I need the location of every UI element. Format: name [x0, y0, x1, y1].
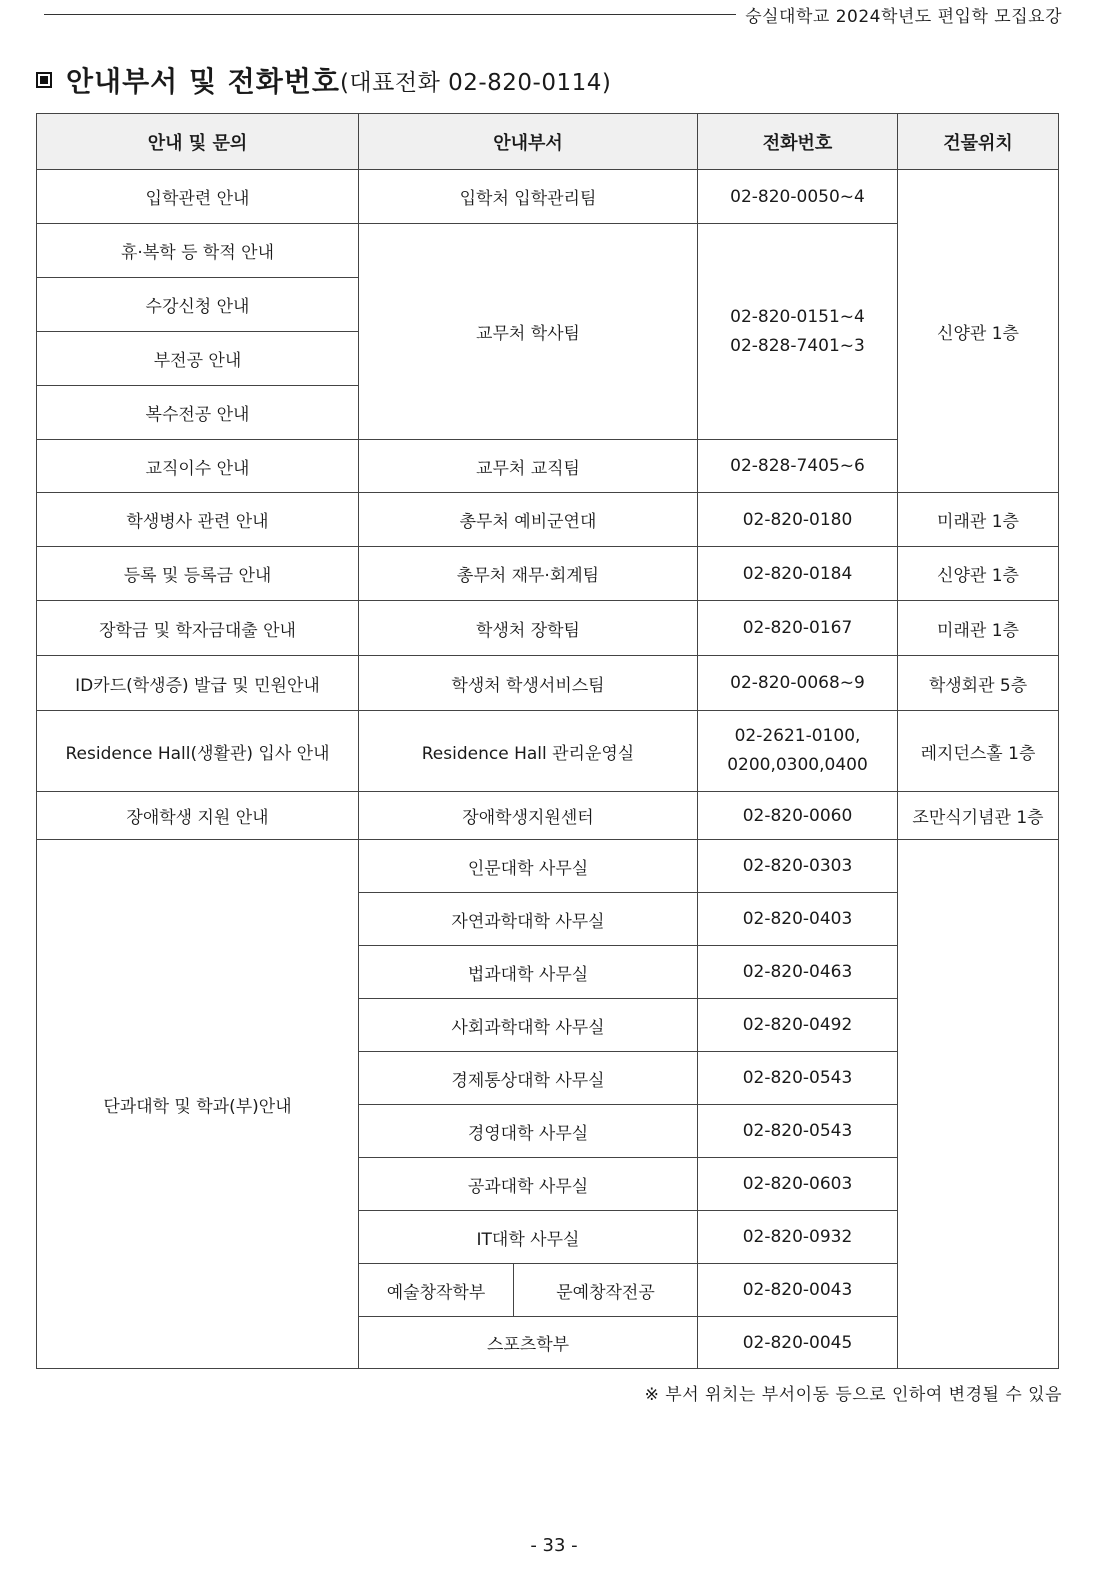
tel-cell: 02-820-0543 [698, 1052, 898, 1105]
location-cell: 레지던스홀 1층 [898, 711, 1059, 792]
dept-cell: IT대학 사무실 [359, 1211, 698, 1264]
table-header-row [37, 114, 1059, 170]
table-row [37, 547, 1059, 601]
inquiry-cell: ID카드(학생증) 발급 및 민원안내 [37, 656, 359, 711]
column-header-dept: 안내부서 [359, 114, 698, 170]
tel-cell: 02-828-7405~6 [698, 440, 898, 493]
inquiry-cell: 복수전공 안내 [37, 386, 359, 440]
inquiry-cell: 교직이수 안내 [37, 440, 359, 493]
column-header-inquiry: 안내 및 문의 [37, 114, 359, 170]
inquiry-cell: 수강신청 안내 [37, 278, 359, 332]
location-cell: 미래관 1층 [898, 601, 1059, 656]
inquiry-cell: 장학금 및 학자금대출 안내 [37, 601, 359, 656]
table-row [37, 711, 1059, 792]
section-title-subtitle: (대표전화 02-820-0114) [339, 69, 612, 96]
dept-cell: 스포츠학부 [359, 1317, 698, 1369]
tel-cell: 02-820-0045 [698, 1317, 898, 1369]
location-cell: 조만식기념관 1층 [898, 792, 1059, 840]
table-row [37, 601, 1059, 656]
dept-cell: 입학처 입학관리팀 [359, 170, 698, 224]
location-cell-empty [898, 840, 1059, 1369]
location-cell: 신양관 1층 [898, 170, 1059, 493]
tel-cell: 02-820-0167 [698, 601, 898, 656]
dept-cell: 총무처 재무·회계팀 [359, 547, 698, 601]
dept-cell: 학생처 학생서비스팀 [359, 656, 698, 711]
dept-cell: 교무처 학사팀 [359, 224, 698, 440]
dept-cell: 경제통상대학 사무실 [359, 1052, 698, 1105]
tel-cell: 02-820-0543 [698, 1105, 898, 1158]
dept-cell: 교무처 교직팀 [359, 440, 698, 493]
tel-cell: 02-820-0303 [698, 840, 898, 893]
inquiry-cell: 입학관련 안내 [37, 170, 359, 224]
dept-cell: 총무처 예비군연대 [359, 493, 698, 547]
inquiry-cell: 휴·복학 등 학적 안내 [37, 224, 359, 278]
section-title-main: 안내부서 및 전화번호 [66, 65, 340, 98]
table-row [37, 656, 1059, 711]
table-row [37, 170, 1059, 224]
inquiry-cell: 학생병사 관련 안내 [37, 493, 359, 547]
dept-cell: 인문대학 사무실 [359, 840, 698, 893]
page-number: - 33 - [530, 1535, 578, 1556]
location-cell: 학생회관 5층 [898, 656, 1059, 711]
contact-table [36, 113, 1059, 1369]
tel-cell: 02-820-0068~9 [698, 656, 898, 711]
dept-sub-cell: 문예창작전공 [514, 1264, 698, 1317]
tel-line: 02-820-0151~4 [730, 306, 865, 327]
table-row [37, 493, 1059, 547]
square-bullet-icon [36, 72, 52, 88]
dept-cell: 장애학생지원센터 [359, 792, 698, 840]
column-header-location: 건물위치 [898, 114, 1059, 170]
tel-cell [698, 711, 898, 792]
header-rule [44, 14, 736, 15]
inquiry-cell: 부전공 안내 [37, 332, 359, 386]
dept-cell: 법과대학 사무실 [359, 946, 698, 999]
tel-cell: 02-820-0403 [698, 893, 898, 946]
footnote: ※ 부서 위치는 부서이동 등으로 인하여 변경될 수 있음 [644, 1385, 1062, 1405]
dept-cell: 학생처 장학팀 [359, 601, 698, 656]
tel-cell: 02-820-0184 [698, 547, 898, 601]
inquiry-cell: Residence Hall(생활관) 입사 안내 [37, 711, 359, 792]
tel-line: 0200,0300,0400 [727, 755, 868, 775]
tel-line: 02-828-7401~3 [730, 335, 865, 356]
tel-line: 02-2621-0100, [734, 726, 861, 746]
dept-cell: 예술창작학부 [359, 1264, 514, 1317]
location-cell: 신양관 1층 [898, 547, 1059, 601]
table-row [37, 792, 1059, 840]
inquiry-cell: 장애학생 지원 안내 [37, 792, 359, 840]
tel-cell: 02-820-0603 [698, 1158, 898, 1211]
tel-cell: 02-820-0043 [698, 1264, 898, 1317]
tel-cell [698, 224, 898, 440]
dept-cell: Residence Hall 관리운영실 [359, 711, 698, 792]
inquiry-cell: 단과대학 및 학과(부)안내 [37, 840, 359, 1369]
dept-cell: 자연과학대학 사무실 [359, 893, 698, 946]
tel-cell: 02-820-0463 [698, 946, 898, 999]
location-cell: 미래관 1층 [898, 493, 1059, 547]
column-header-tel: 전화번호 [698, 114, 898, 170]
tel-cell: 02-820-0180 [698, 493, 898, 547]
document-header: 숭실대학교 2024학년도 편입학 모집요강 [745, 7, 1062, 27]
dept-cell: 사회과학대학 사무실 [359, 999, 698, 1052]
tel-cell: 02-820-0050~4 [698, 170, 898, 224]
inquiry-cell: 등록 및 등록금 안내 [37, 547, 359, 601]
tel-cell: 02-820-0060 [698, 792, 898, 840]
tel-cell: 02-820-0492 [698, 999, 898, 1052]
dept-cell: 경영대학 사무실 [359, 1105, 698, 1158]
section-title [36, 60, 611, 100]
dept-cell: 공과대학 사무실 [359, 1158, 698, 1211]
table-row [37, 840, 1059, 893]
tel-cell: 02-820-0932 [698, 1211, 898, 1264]
